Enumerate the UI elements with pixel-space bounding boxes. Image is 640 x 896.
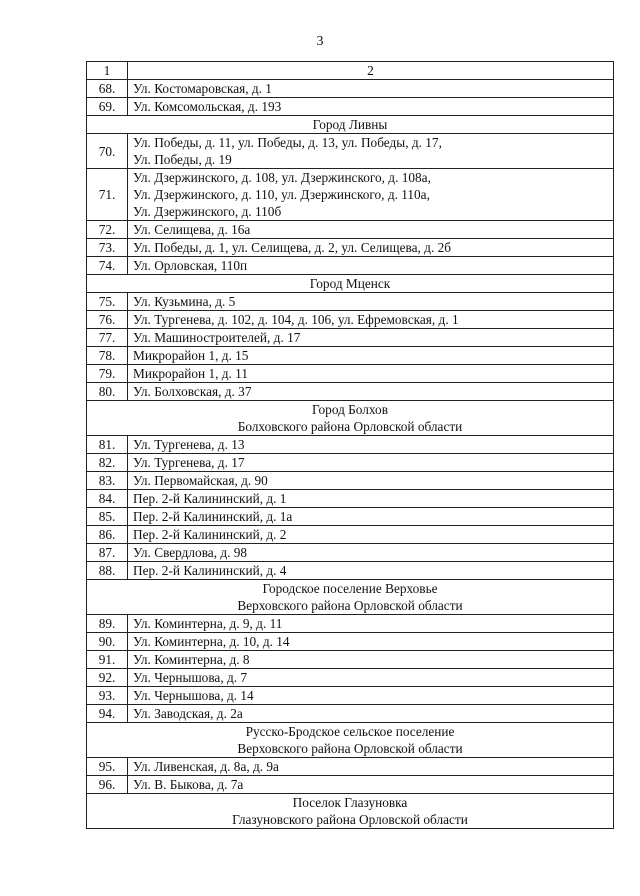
row-number: 71. bbox=[87, 169, 128, 221]
row-number: 94. bbox=[87, 705, 128, 723]
header-col-2: 2 bbox=[128, 62, 614, 80]
table-row bbox=[87, 562, 614, 580]
table-row bbox=[87, 669, 614, 687]
row-address: Ул. Комсомольская, д. 193 bbox=[128, 98, 614, 116]
row-number: 77. bbox=[87, 329, 128, 347]
row-number: 86. bbox=[87, 526, 128, 544]
table-row bbox=[87, 526, 614, 544]
row-address: Ул. Чернышова, д. 14 bbox=[128, 687, 614, 705]
row-address: Ул. Ливенская, д. 8а, д. 9а bbox=[128, 758, 614, 776]
row-address: Ул. Коминтерна, д. 10, д. 14 bbox=[128, 633, 614, 651]
table-row bbox=[87, 615, 614, 633]
table-row bbox=[87, 758, 614, 776]
header-col-1: 1 bbox=[87, 62, 128, 80]
row-number: 80. bbox=[87, 383, 128, 401]
table-row bbox=[87, 98, 614, 116]
row-address: Ул. Победы, д. 11, ул. Победы, д. 13, ул. Победы, д. 17, Ул. Победы, д. 19 bbox=[128, 134, 614, 169]
table-row bbox=[87, 239, 614, 257]
row-number: 68. bbox=[87, 80, 128, 98]
section-heading: Город Мценск bbox=[87, 275, 614, 293]
section-heading-row bbox=[87, 401, 614, 436]
section-heading: Город Болхов Болховского района Орловской области bbox=[87, 401, 614, 436]
section-heading: Город Ливны bbox=[87, 116, 614, 134]
row-number: 88. bbox=[87, 562, 128, 580]
table-row bbox=[87, 633, 614, 651]
table-row bbox=[87, 454, 614, 472]
section-heading-row bbox=[87, 580, 614, 615]
table-row bbox=[87, 347, 614, 365]
row-address: Ул. Коминтерна, д. 8 bbox=[128, 651, 614, 669]
row-address: Ул. Коминтерна, д. 9, д. 11 bbox=[128, 615, 614, 633]
row-address: Ул. Машиностроителей, д. 17 bbox=[128, 329, 614, 347]
row-address: Микрорайон 1, д. 15 bbox=[128, 347, 614, 365]
table-row bbox=[87, 776, 614, 794]
row-address: Ул. Первомайская, д. 90 bbox=[128, 472, 614, 490]
section-heading-row bbox=[87, 723, 614, 758]
table-row bbox=[87, 221, 614, 239]
row-number: 83. bbox=[87, 472, 128, 490]
row-address: Ул. Заводская, д. 2а bbox=[128, 705, 614, 723]
table-row bbox=[87, 365, 614, 383]
row-address: Ул. Тургенева, д. 13 bbox=[128, 436, 614, 454]
row-number: 85. bbox=[87, 508, 128, 526]
table-row bbox=[87, 651, 614, 669]
row-address: Ул. Болховская, д. 37 bbox=[128, 383, 614, 401]
section-heading-row bbox=[87, 116, 614, 134]
row-number: 78. bbox=[87, 347, 128, 365]
row-number: 75. bbox=[87, 293, 128, 311]
row-address: Ул. Чернышова, д. 7 bbox=[128, 669, 614, 687]
table-row bbox=[87, 169, 614, 221]
table-row bbox=[87, 293, 614, 311]
table-row bbox=[87, 705, 614, 723]
row-address: Пер. 2-й Калининский, д. 1 bbox=[128, 490, 614, 508]
table-row bbox=[87, 80, 614, 98]
table-row bbox=[87, 544, 614, 562]
row-number: 72. bbox=[87, 221, 128, 239]
row-number: 70. bbox=[87, 134, 128, 169]
row-number: 91. bbox=[87, 651, 128, 669]
table-row bbox=[87, 687, 614, 705]
row-address: Микрорайон 1, д. 11 bbox=[128, 365, 614, 383]
row-number: 87. bbox=[87, 544, 128, 562]
page-number: 3 bbox=[316, 34, 324, 49]
row-number: 74. bbox=[87, 257, 128, 275]
table-row bbox=[87, 436, 614, 454]
section-heading: Русско-Бродское сельское поселение Верховского района Орловской области bbox=[87, 723, 614, 758]
row-number: 95. bbox=[87, 758, 128, 776]
row-number: 81. bbox=[87, 436, 128, 454]
table-header-row bbox=[87, 62, 614, 80]
row-address: Пер. 2-й Калининский, д. 2 bbox=[128, 526, 614, 544]
row-address: Ул. Тургенева, д. 102, д. 104, д. 106, ул. Ефремовская, д. 1 bbox=[128, 311, 614, 329]
row-number: 89. bbox=[87, 615, 128, 633]
row-number: 82. bbox=[87, 454, 128, 472]
row-address: Ул. Тургенева, д. 17 bbox=[128, 454, 614, 472]
row-address: Ул. Кузьмина, д. 5 bbox=[128, 293, 614, 311]
row-address: Ул. Свердлова, д. 98 bbox=[128, 544, 614, 562]
table-row bbox=[87, 329, 614, 347]
section-heading-row bbox=[87, 794, 614, 829]
table-row bbox=[87, 490, 614, 508]
table-row bbox=[87, 311, 614, 329]
table-row bbox=[87, 472, 614, 490]
row-number: 76. bbox=[87, 311, 128, 329]
row-number: 93. bbox=[87, 687, 128, 705]
section-heading: Городское поселение Верховье Верховского района Орловской области bbox=[87, 580, 614, 615]
row-number: 79. bbox=[87, 365, 128, 383]
row-number: 92. bbox=[87, 669, 128, 687]
table-row bbox=[87, 134, 614, 169]
table-row bbox=[87, 257, 614, 275]
table-row bbox=[87, 508, 614, 526]
row-number: 69. bbox=[87, 98, 128, 116]
row-number: 96. bbox=[87, 776, 128, 794]
row-address: Ул. Победы, д. 1, ул. Селищева, д. 2, ул. Селищева, д. 2б bbox=[128, 239, 614, 257]
row-address: Пер. 2-й Калининский, д. 1а bbox=[128, 508, 614, 526]
row-address: Ул. В. Быкова, д. 7а bbox=[128, 776, 614, 794]
row-address: Ул. Костомаровская, д. 1 bbox=[128, 80, 614, 98]
section-heading: Поселок Глазуновка Глазуновского района Орловской области bbox=[87, 794, 614, 829]
address-table bbox=[86, 61, 614, 829]
table-row bbox=[87, 383, 614, 401]
row-address: Ул. Дзержинского, д. 108, ул. Дзержинского, д. 108а, Ул. Дзержинского, д. 110, ул. Дзержинского, д. 110а, Ул. Дзержинского, д. 110б bbox=[128, 169, 614, 221]
row-address: Пер. 2-й Калининский, д. 4 bbox=[128, 562, 614, 580]
row-address: Ул. Селищева, д. 16а bbox=[128, 221, 614, 239]
row-number: 73. bbox=[87, 239, 128, 257]
section-heading-row bbox=[87, 275, 614, 293]
row-address: Ул. Орловская, 110п bbox=[128, 257, 614, 275]
row-number: 90. bbox=[87, 633, 128, 651]
row-number: 84. bbox=[87, 490, 128, 508]
